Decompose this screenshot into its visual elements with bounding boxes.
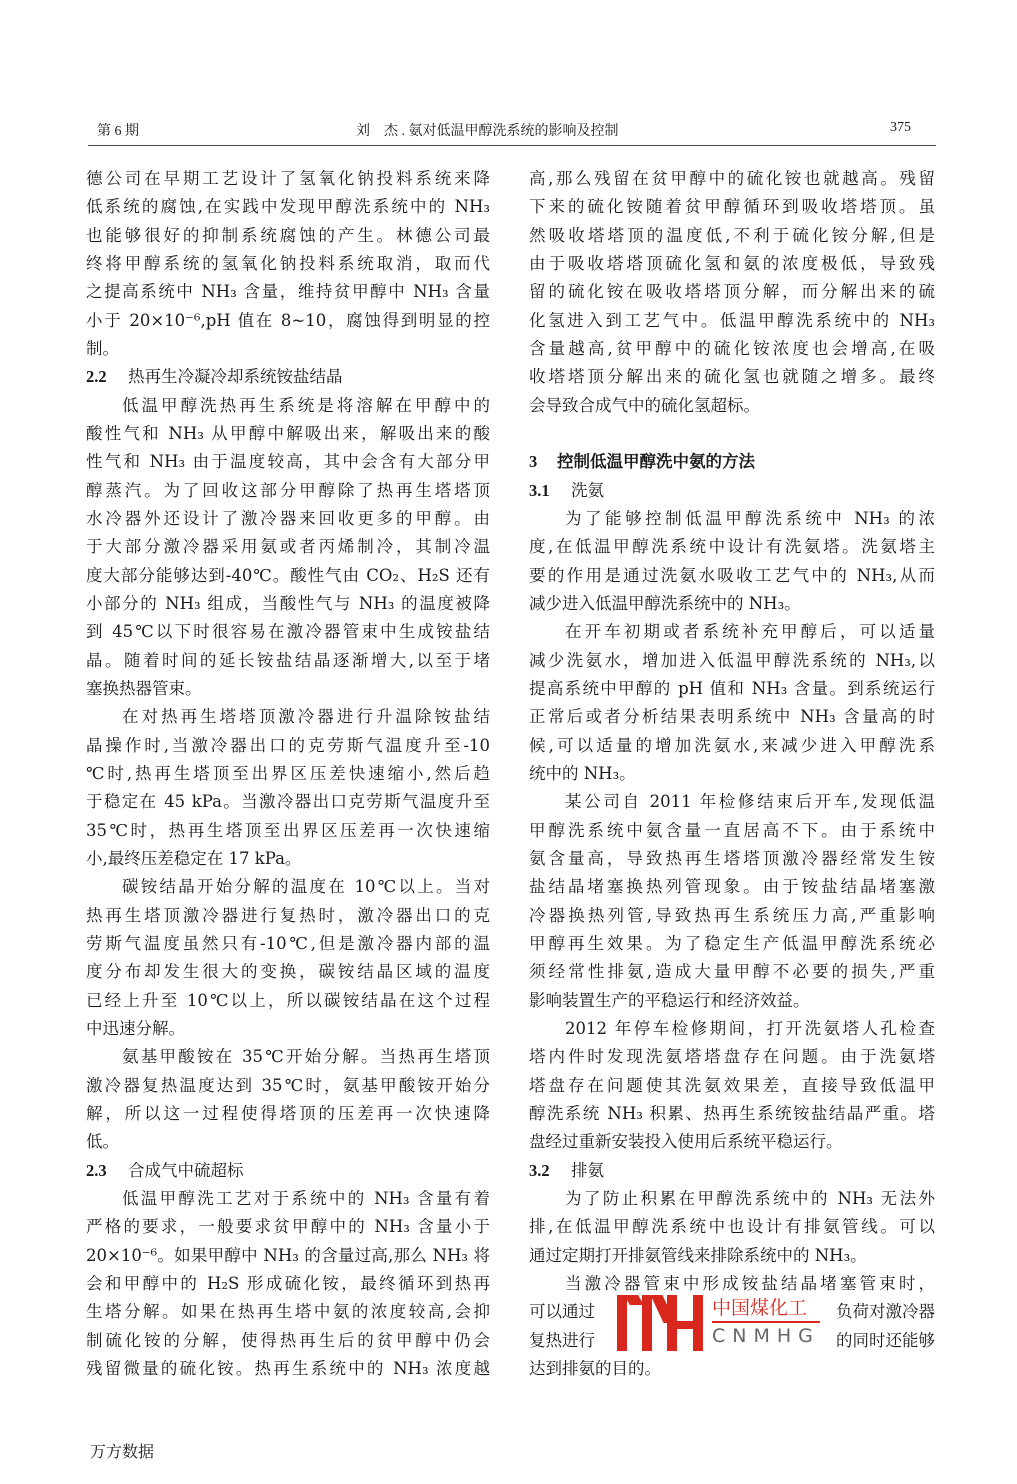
logo-mark (617, 1295, 627, 1351)
section-title: 控制低温甲醇洗中氨的方法 (557, 452, 755, 472)
text-line: 也能够很好的抑制系统腐蚀的产生。林德公司最 (86, 225, 490, 245)
text-line: 严格的要求，一般要求贫甲醇中的 NH₃ 含量小于 (86, 1217, 490, 1237)
page-number: 375 (890, 120, 911, 135)
text-line: 于稳定在 45 kPa。当激冷器出口克劳斯气温度升至 (86, 792, 490, 812)
text-line: 热再生塔顶激冷器进行复热时，激冷器出口的克 (86, 905, 490, 925)
text-line: ℃时,热再生塔顶至出界区压差快速缩小,然后趋 (86, 763, 490, 783)
text-line: 达到排氨的目的。 (529, 1358, 661, 1378)
text-line: 于大部分激冷器采用氨或者丙烯制冷，其制冷温 (86, 537, 490, 557)
text-line: 甲醇洗系统中氨含量一直居高不下。由于系统中 (529, 820, 935, 840)
text-line: 水冷器外还设计了激冷器来回收更多的甲醇。由 (86, 508, 490, 528)
text-line: 提高系统中甲醇的 pH 值和 NH₃ 含量。到系统运行 (529, 678, 935, 698)
section-heading (529, 449, 935, 475)
text-line: 劳斯气温度虽然只有-10℃,但是激冷器内部的温 (86, 933, 490, 953)
text-line: 候,可以适量的增加洗氨水,来减少进入甲醇洗系 (529, 735, 935, 755)
text-line: 统中的 NH₃。 (529, 763, 636, 783)
text-line: 中迅速分解。 (86, 1018, 185, 1038)
watermark-logo (617, 1295, 942, 1353)
text-line: 化氢进入到工艺气中。低温甲醇洗系统中的 NH₃ (529, 310, 935, 330)
section-title: 排氨 (571, 1160, 604, 1180)
text-line: 终将甲醇系统的氢氧化钠投料系统取消，取而代 (86, 253, 490, 273)
text-line: 到 45℃以下时很容易在激冷器管束中生成铵盐结 (86, 622, 490, 642)
text-line: 已经上升至 10℃以上，所以碳铵结晶在这个过程 (86, 990, 490, 1010)
text-line: 会和甲醇中的 H₂S 形成硫化铵，最终循环到热再 (86, 1273, 490, 1293)
text-fragment: 复热进行 (529, 1330, 595, 1350)
text-line: 冷器换热列管,导致热再生系统压力高,严重影响 (529, 905, 935, 925)
section-heading (86, 364, 490, 390)
text-line: 须经常性排氨,造成大量甲醇不必要的损失,严重 (529, 962, 935, 982)
header-rule (88, 145, 936, 146)
text-line: 排,在低温甲醇洗系统中也设计有排氨管线。可以 (529, 1217, 935, 1237)
section-number: 2.3 (86, 1160, 107, 1180)
text-line: 氨基甲酸铵在 35℃开始分解。当热再生塔顶 (122, 1047, 490, 1067)
text-line: 晶。随着时间的延长铵盐结晶逐渐增大,以至于堵 (86, 650, 490, 670)
text-line: 会导致合成气中的硫化氢超标。 (529, 395, 760, 415)
text-line: 度,在低温甲醇洗系统中设计有洗氨塔。洗氨塔主 (529, 537, 935, 557)
text-fragment: 负荷对激冷器 (836, 1302, 935, 1322)
text-line: 甲醇再生效果。为了稳定生产低温甲醇洗系统必 (529, 933, 935, 953)
text-line: 正常后或者分析结果表明系统中 NH₃ 含量高的时 (529, 707, 935, 727)
text-line: 度大部分能够达到-40℃。酸性气由 CO₂、H₂S 还有 (86, 565, 490, 585)
logo-mark (624, 1295, 644, 1305)
text-line: 在对热再生塔塔顶激冷器进行升温除铵盐结 (122, 707, 490, 727)
text-line: 为了防止积累在甲醇洗系统中的 NH₃ 无法外 (565, 1188, 935, 1208)
text-line: 晶操作时,当激冷器出口的克劳斯气温度升至-10 (86, 735, 490, 755)
watermark-underline (712, 1321, 820, 1323)
section-number: 3 (529, 452, 538, 472)
text-line: 2012 年停车检修期间，打开洗氨塔人孔检查 (565, 1018, 935, 1038)
text-line: 低温甲醇洗热再生系统是将溶解在甲醇中的 (122, 395, 490, 415)
section-title: 热再生冷凝冷却系统铵盐结晶 (128, 367, 343, 387)
text-line: 盐结晶堵塞换热列管现象。由于铵盐结晶堵塞激 (529, 877, 935, 897)
section-heading (529, 478, 935, 504)
text-line: 某公司自 2011 年检修结束后开车,发现低温 (565, 792, 935, 812)
text-line: 低温甲醇洗工艺对于系统中的 NH₃ 含量有着 (122, 1188, 490, 1208)
section-heading (86, 1158, 490, 1184)
text-line: 要的作用是通过洗氨水吸收工艺气中的 NH₃,从而 (529, 565, 935, 585)
text-line: 低。 (86, 1132, 119, 1152)
text-line: 小,最终压差稳定在 17 kPa。 (86, 848, 302, 868)
text-line: 解，所以这一过程使得塔顶的压差再一次快速降 (86, 1103, 490, 1123)
text-line: 减少进入低温甲醇洗系统中的 NH₃。 (529, 593, 801, 613)
blank-line (529, 421, 935, 447)
text-line: 高,那么残留在贫甲醇中的硫化铵也就越高。残留 (529, 169, 935, 188)
text-line: 然吸收塔塔顶的温度低,不利于硫化铵分解,但是 (529, 225, 935, 245)
journal-issue: 第 6 期 (97, 124, 139, 139)
text-fragment: 的同时还能够 (836, 1330, 935, 1350)
text-line: 收塔塔顶分解出来的硫化氢也就随之增多。最终 (529, 367, 935, 387)
section-title: 洗氨 (571, 480, 604, 500)
text-line: 德公司在早期工艺设计了氢氧化钠投料系统来降 (86, 169, 490, 188)
text-line: 制。 (86, 338, 119, 358)
watermark-chinese-text: 中国煤化工 (712, 1293, 809, 1320)
text-line: 碳铵结晶开始分解的温度在 10℃以上。当对 (122, 877, 490, 897)
text-line: 制硫化铵的分解，使得热再生后的贫甲醇中仍会 (86, 1330, 490, 1350)
text-fragment: 可以通过 (529, 1302, 595, 1322)
text-line: 由于吸收塔塔顶硫化氢和氨的浓度极低，导致残 (529, 253, 935, 273)
section-number: 3.2 (529, 1160, 550, 1180)
running-title: 刘 杰 . 氨对低温甲醇洗系统的影响及控制 (356, 124, 619, 139)
text-line: 为了能够控制低温甲醇洗系统中 NH₃ 的浓 (565, 508, 935, 528)
text-line: 度分布却发生很大的变换，碳铵结晶区域的温度 (86, 962, 490, 982)
text-line: 塔内件时发现洗氨塔塔盘存在问题。由于洗氨塔 (529, 1047, 935, 1067)
text-line: 留的硫化铵在吸收塔塔顶分解，而分解出来的硫 (529, 282, 935, 302)
section-number: 2.2 (86, 367, 107, 387)
section-heading (529, 1158, 935, 1184)
text-line: 塞换热器管束。 (86, 678, 202, 698)
text-line: 通过定期打开排氨管线来排除系统中的 NH₃。 (529, 1245, 867, 1265)
text-line: 塔盘存在问题使其洗氨效果差，直接导致低温甲 (529, 1075, 935, 1095)
text-line: 激冷器复热温度达到 35℃时，氨基甲酸铵开始分 (86, 1075, 490, 1095)
text-line: 35℃时，热再生塔顶至出界区压差再一次快速缩 (86, 820, 490, 840)
section-number: 3.1 (529, 480, 550, 500)
text-line: 残留微量的硫化铵。热再生系统中的 NH₃ 浓度越 (86, 1358, 490, 1378)
text-line: 醇洗系统 NH₃ 积累、热再生系统铵盐结晶严重。塔 (529, 1103, 935, 1123)
text-line: 小于 20×10⁻⁶,pH 值在 8~10，腐蚀得到明显的控 (86, 310, 490, 330)
text-line: 影响装置生产的平稳运行和经济效益。 (529, 990, 810, 1010)
text-line: 氨含量高，导致热再生塔塔顶激冷器经常发生铵 (529, 848, 935, 868)
text-line: 下来的硫化铵随着贫甲醇循环到吸收塔塔顶。虽 (529, 197, 935, 217)
text-line: 性气和 NH₃ 由于温度较高，其中会含有大部分甲 (86, 452, 490, 472)
text-line: 之提高系统中 NH₃ 含量，维持贫甲醇中 NH₃ 含量 (86, 282, 490, 302)
watermark-english-text: CNMHG (712, 1325, 820, 1347)
text-line: 生塔分解。如果在热再生塔中氨的浓度较高,会抑 (86, 1302, 490, 1322)
text-line: 在开车初期或者系统补充甲醇后，可以适量 (565, 622, 935, 642)
text-line: 含量越高,贫甲醇中的硫化铵浓度也会增高,在吸 (529, 338, 935, 358)
text-line: 酸性气和 NH₃ 从甲醇中解吸出来，解吸出来的酸 (86, 423, 490, 443)
section-title: 合成气中硫超标 (128, 1160, 244, 1180)
footer-source: 万方数据 (90, 1442, 155, 1461)
text-line: 低系统的腐蚀,在实践中发现甲醇洗系统中的 NH₃ (86, 197, 490, 217)
text-line: 盘经过重新安装投入使用后系统平稳运行。 (529, 1132, 843, 1152)
text-line: 小部分的 NH₃ 组成，当酸性气与 NH₃ 的温度被降 (86, 593, 490, 613)
logo-mark (693, 1295, 703, 1351)
text-line: 20×10⁻⁶。如果甲醇中 NH₃ 的含量过高,那么 NH₃ 将 (86, 1245, 490, 1265)
text-line: 醇蒸汽。为了回收这部分甲醇除了热再生塔塔顶 (86, 480, 490, 500)
text-line: 当激冷器管束中形成铵盐结晶堵塞管束时， (565, 1273, 935, 1293)
text-line: 减少洗氨水，增加进入低温甲醇洗系统的 NH₃,以 (529, 650, 935, 670)
logo-mark (642, 1295, 652, 1351)
